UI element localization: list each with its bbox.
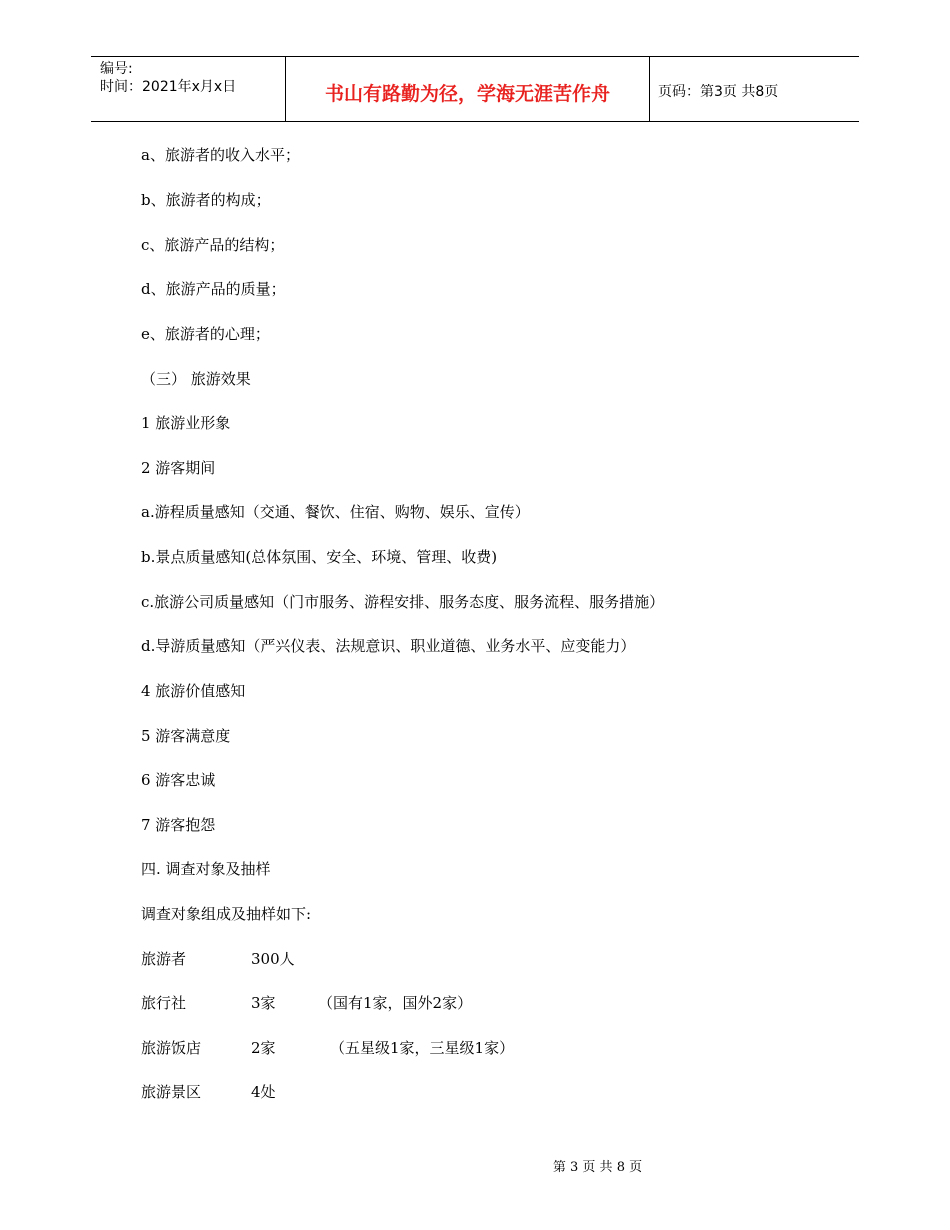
body-line: b.景点质量感知(总体氛围、安全、环境、管理、收费) bbox=[141, 548, 498, 566]
body-line: e、旅游者的心理； bbox=[141, 325, 270, 343]
section-heading: 四. 调查对象及抽样 bbox=[141, 860, 271, 878]
body-line: 调查对象组成及抽样如下: bbox=[141, 905, 312, 923]
sample-count: 2家 bbox=[251, 1039, 276, 1057]
sample-subject: 旅游景区 bbox=[141, 1083, 202, 1101]
section-heading: （三） 旅游效果 bbox=[141, 370, 251, 388]
sample-count: 4处 bbox=[251, 1083, 276, 1101]
body-line: 1 旅游业形象 bbox=[141, 414, 231, 432]
body-line: 6 游客忠诚 bbox=[141, 771, 216, 789]
sample-subject: 旅行社 bbox=[141, 994, 187, 1012]
number-label: 编号: bbox=[100, 61, 133, 77]
document-header bbox=[91, 56, 859, 122]
body-line: c、旅游产品的结构； bbox=[141, 236, 285, 254]
body-line: 7 游客抱怨 bbox=[141, 816, 216, 834]
sample-subject: 旅游者 bbox=[141, 950, 187, 968]
body-line: 4 旅游价值感知 bbox=[141, 682, 246, 700]
body-line: a.游程质量感知（交通、餐饮、住宿、购物、娱乐、宣传） bbox=[141, 503, 530, 521]
header-divider bbox=[649, 57, 650, 121]
body-line: 5 游客满意度 bbox=[141, 727, 231, 745]
body-line: d.导游质量感知（严兴仪表、法规意识、职业道德、业务水平、应变能力） bbox=[141, 637, 636, 655]
header-meta bbox=[100, 60, 236, 96]
body-line: b、旅游者的构成； bbox=[141, 191, 271, 209]
body-line: a、旅游者的收入水平； bbox=[141, 146, 300, 164]
sample-note: （国有1家，国外2家） bbox=[318, 994, 473, 1012]
header-motto: 书山有路勤为径，学海无涯苦作舟 bbox=[324, 83, 610, 105]
header-page-info: 页码：第3页 共8页 bbox=[658, 84, 779, 100]
sample-note: （五星级1家，三星级1家） bbox=[330, 1039, 515, 1057]
body-line: d、旅游产品的质量； bbox=[141, 280, 286, 298]
body-line: c.旅游公司质量感知（门市服务、游程安排、服务态度、服务流程、服务措施） bbox=[141, 593, 665, 611]
sample-subject: 旅游饭店 bbox=[141, 1039, 202, 1057]
body-line: 2 游客期间 bbox=[141, 459, 216, 477]
footer-page-number: 第 3 页 共 8 页 bbox=[552, 1160, 643, 1175]
sample-count: 3家 bbox=[251, 994, 276, 1012]
page-footer bbox=[0, 1156, 950, 1175]
sample-count: 300人 bbox=[251, 950, 295, 968]
time-label: 时间：2021年x月x日 bbox=[100, 79, 237, 95]
